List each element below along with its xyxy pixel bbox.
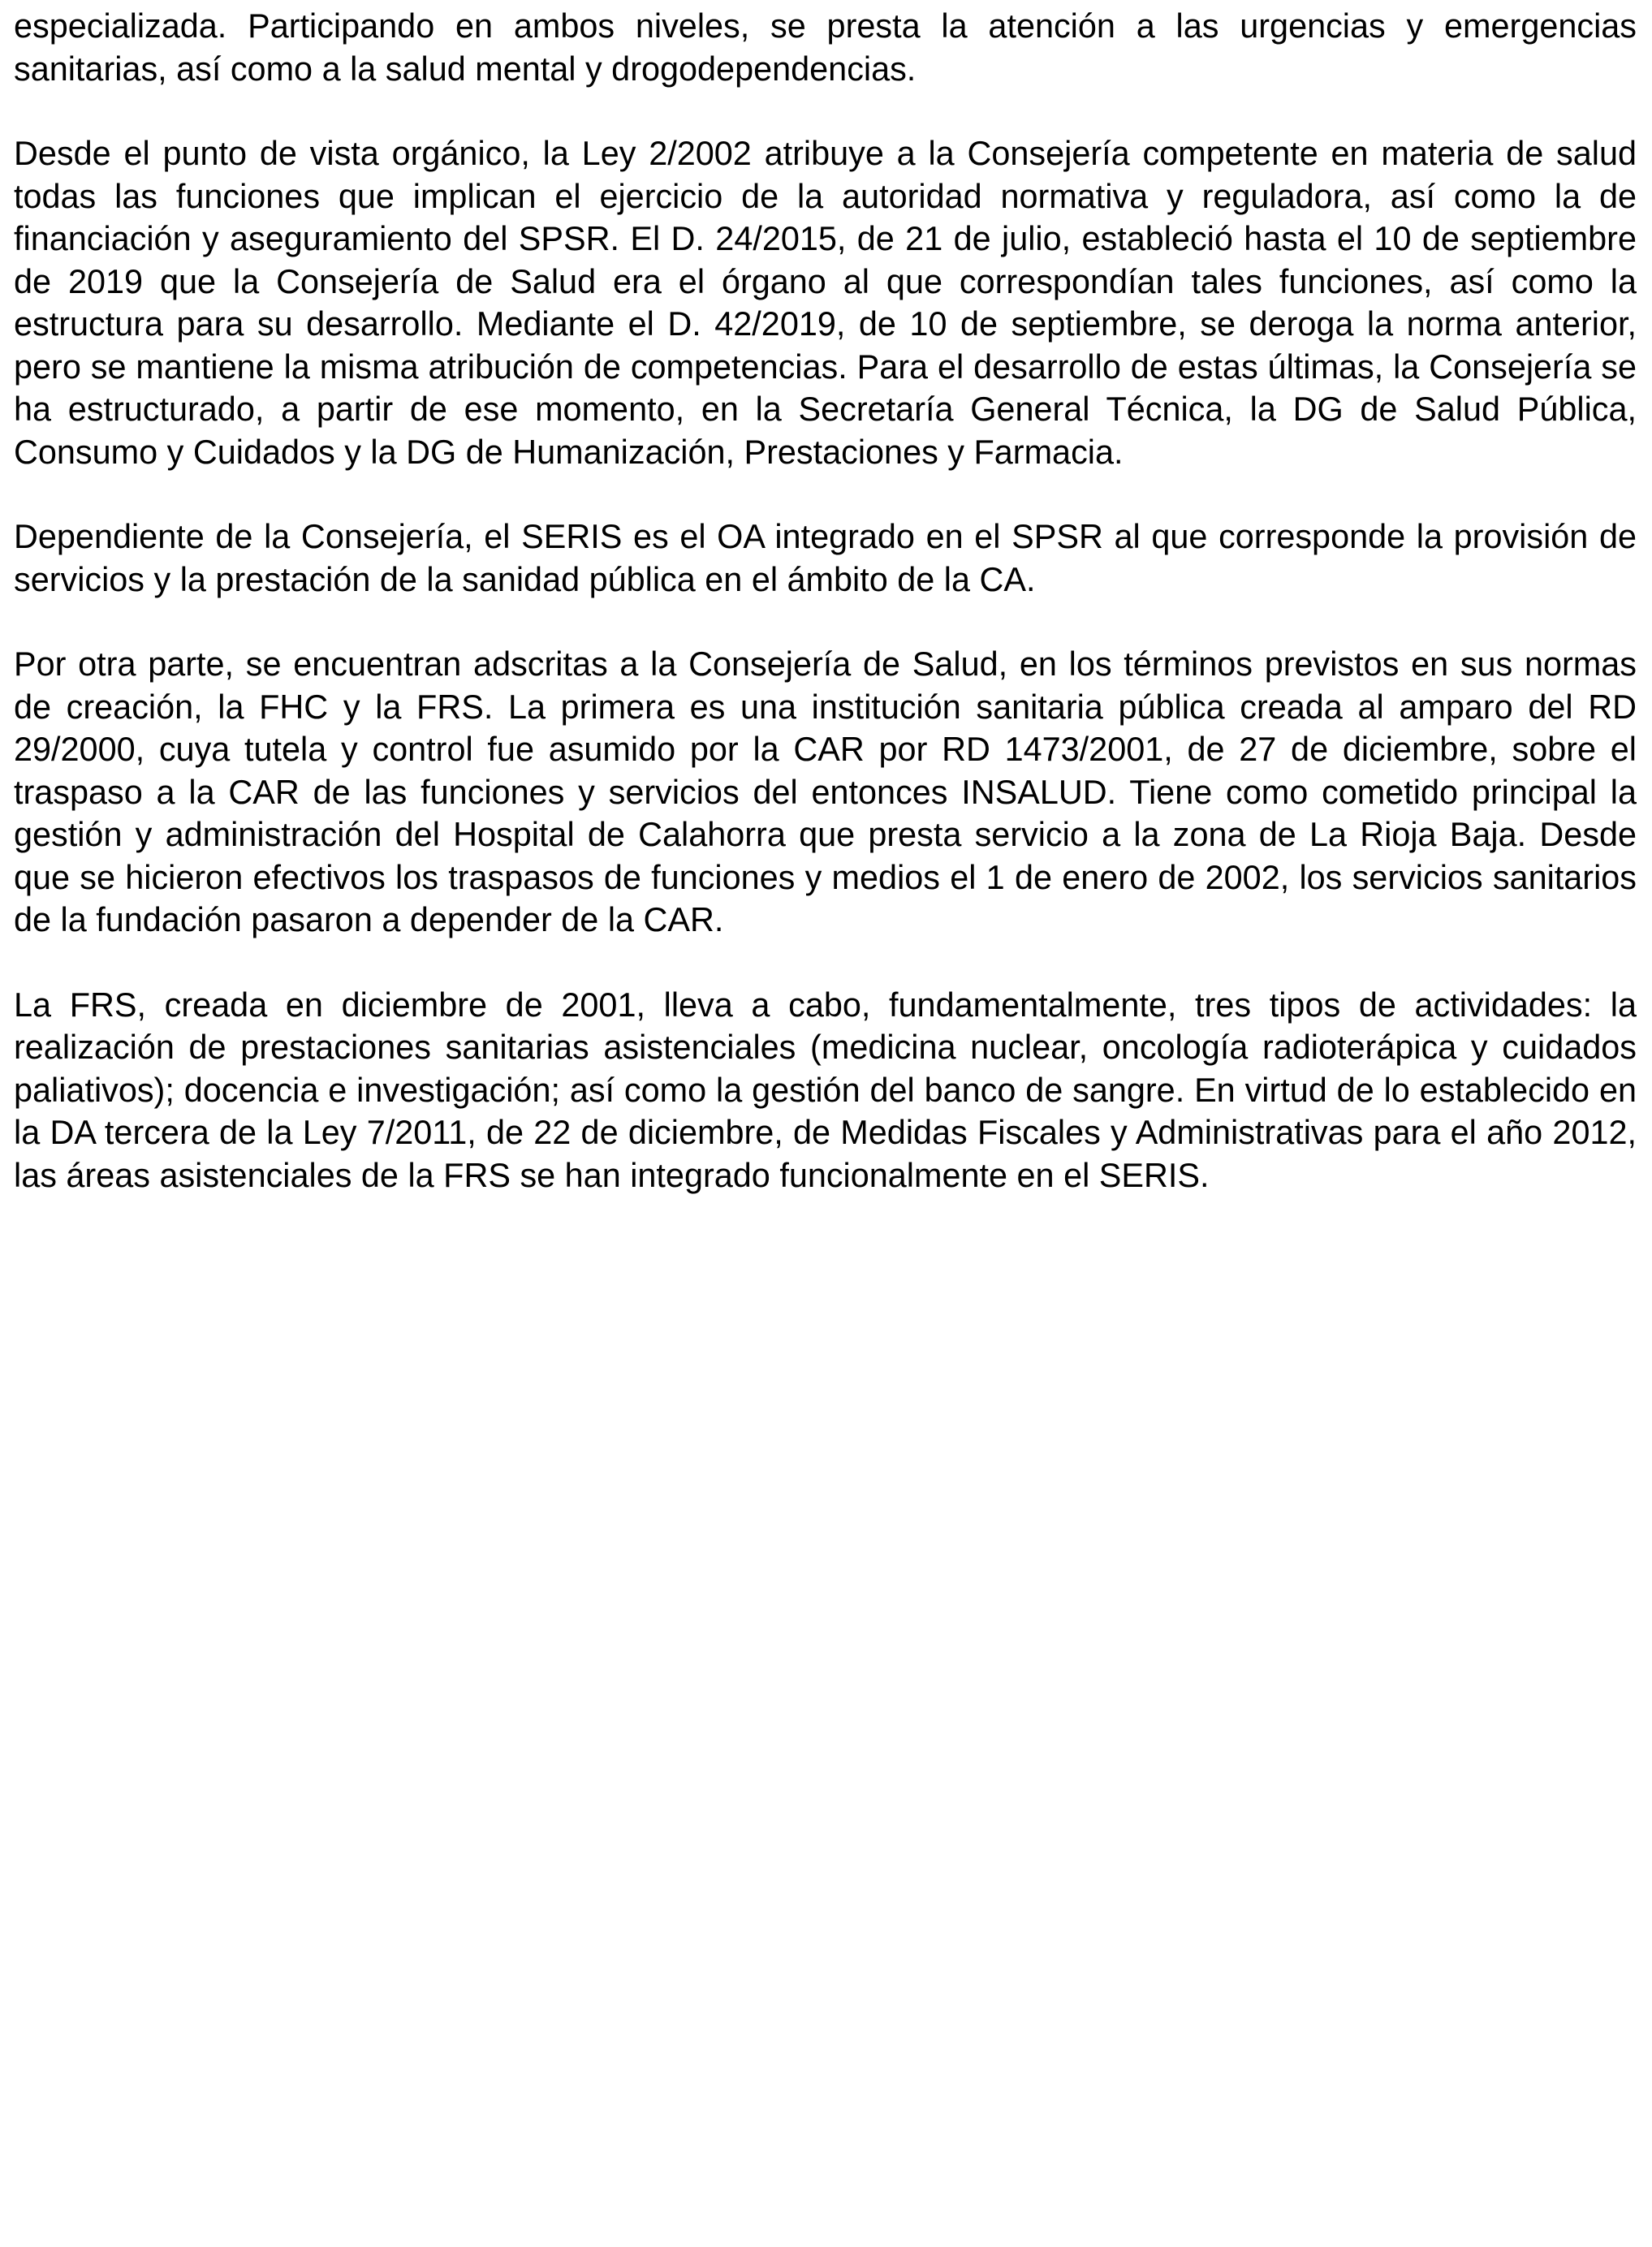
paragraph-organic-structure: Desde el punto de vista orgánico, la Ley 2/2002 atribuye a la Consejería competente en materia de salud todas las funciones que implican el ejercicio de la autoridad normativa y reguladora, así como la de financiación y aseguramiento del SPSR. El D. 24/2015, de 21 de julio, estableció hasta el 10 de septiembre de 2019 que la Consejería de Salud era el órgano al que correspondían tales funciones, así como la estructura para su desarrollo. Mediante el D. 42/2019, de 10 de septiembre, se deroga la norma anterior, pero se mantiene la misma atribución de competencias. Para el desarrollo de estas últimas, la Consejería se ha estructurado, a partir de ese momento, en la Secretaría General Técnica, la DG de Salud Pública, Consumo y Cuidados y la DG de Humanización, Prestaciones y Farmacia. — [14, 135, 1637, 471]
paragraph-continuation: especializada. Participando en ambos niveles, se presta la atención a las urgencias y emergencias sanitarias, así como a la salud mental y drogodependencias. — [14, 7, 1637, 88]
paragraph-seris: Dependiente de la Consejería, el SERIS es el OA integrado en el SPSR al que corresponde la provisión de servicios y la prestación de la sanidad pública en el ámbito de la CA. — [14, 518, 1637, 598]
document-body — [14, 5, 1637, 1239]
paragraph-frs-activities: La FRS, creada en diciembre de 2001, lleva a cabo, fundamentalmente, tres tipos de actividades: la realización de prestaciones sanitarias asistenciales (medicina nuclear, oncología radioterápica y cuidados paliativos); docencia e investigación; así como la gestión del banco de sangre. En virtud de lo establecido en la DA tercera de la Ley 7/2011, de 22 de diciembre, de Medidas Fiscales y Administrativas para el año 2012, las áreas asistenciales de la FRS se han integrado funcionalmente en el SERIS. — [14, 985, 1637, 1194]
paragraph-fhc-frs: Por otra parte, se encuentran adscritas a la Consejería de Salud, en los términos previstos en sus normas de creación, la FHC y la FRS. La primera es una institución sanitaria pública creada al amparo del RD 29/2000, cuya tutela y control fue asumido por la CAR por RD 1473/2001, de 27 de diciembre, sobre el traspaso a la CAR de las funciones y servicios del entonces INSALUD. Tiene como cometido principal la gestión y administración del Hospital de Calahorra que presta servicio a la zona de La Rioja Baja. Desde que se hicieron efectivos los traspasos de funciones y medios el 1 de enero de 2002, los servicios sanitarios de la fundación pasaron a depender de la CAR. — [14, 645, 1637, 938]
